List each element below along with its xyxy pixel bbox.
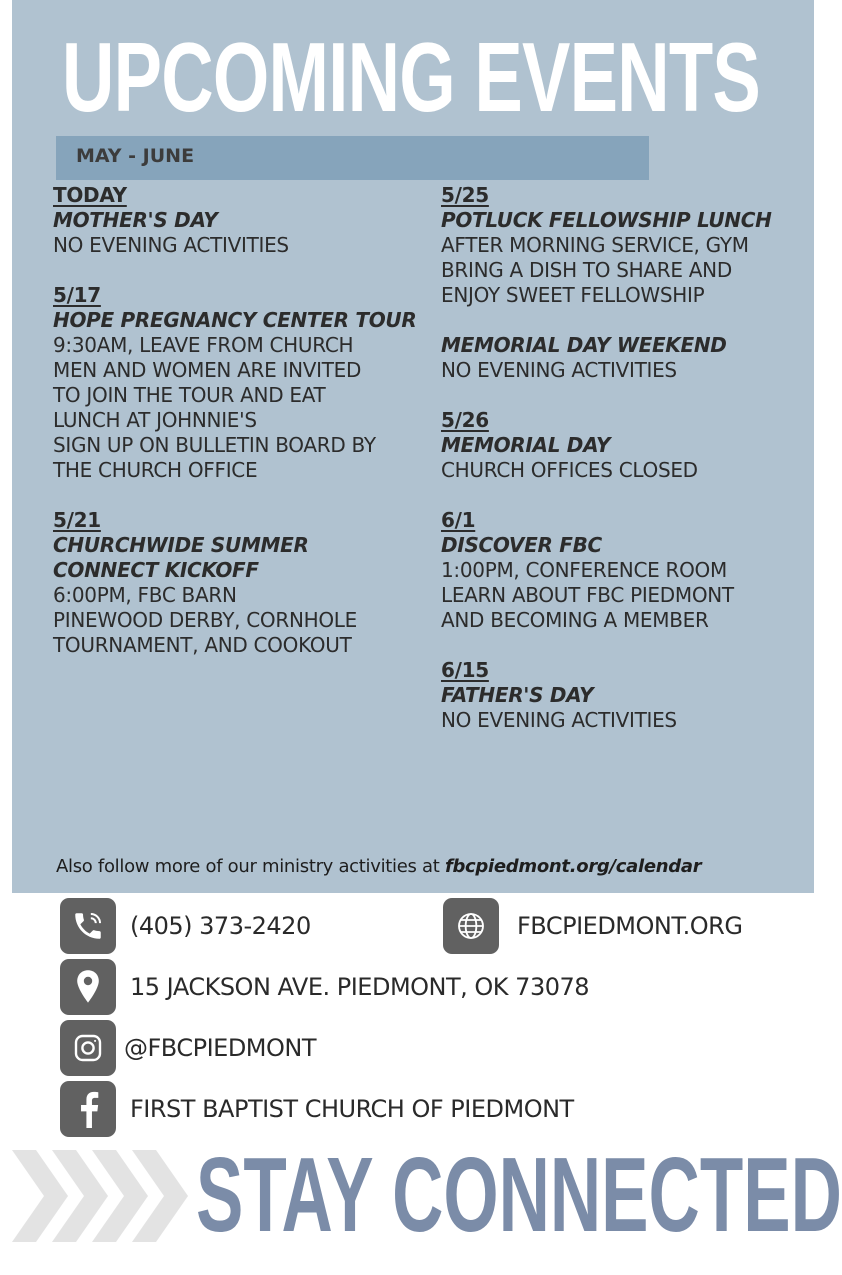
event-name: DISCOVER FBC	[441, 533, 602, 557]
contact-facebook	[60, 1081, 574, 1137]
event-detail: MEN AND WOMEN ARE INVITED	[53, 358, 362, 382]
phone-number[interactable]: (405) 373-2420	[130, 912, 311, 940]
date-range-label: MAY - JUNE	[76, 145, 195, 167]
event-detail: 6:00PM, FBC BARN	[53, 583, 237, 607]
calendar-link[interactable]: fbcpiedmont.org/calendar	[444, 856, 702, 877]
events-column-left	[53, 183, 433, 683]
event-date: 6/15	[441, 658, 489, 682]
event-detail: PINEWOOD DERBY, CORNHOLE	[53, 608, 357, 632]
event-detail: AND BECOMING A MEMBER	[441, 608, 709, 632]
event-date: 5/26	[441, 408, 489, 432]
event-detail: LUNCH AT JOHNNIE'S	[53, 408, 257, 432]
event-detail: CHURCH OFFICES CLOSED	[441, 458, 698, 482]
event-item	[53, 283, 433, 483]
event-detail: ENJOY SWEET FELLOWSHIP	[441, 283, 705, 307]
stay-connected-tagline: STAY CONNECTED	[196, 1136, 842, 1254]
event-date: TODAY	[53, 183, 127, 207]
phone-icon	[60, 898, 116, 954]
event-date: 5/25	[441, 183, 489, 207]
globe-icon	[443, 898, 499, 954]
event-detail: TOURNAMENT, AND COOKOUT	[53, 633, 352, 657]
event-detail: AFTER MORNING SERVICE, GYM	[441, 233, 749, 257]
event-detail: LEARN ABOUT FBC PIEDMONT	[441, 583, 734, 607]
event-name: POTLUCK FELLOWSHIP LUNCH	[441, 208, 772, 232]
event-date: 5/17	[53, 283, 101, 307]
instagram-icon	[60, 1020, 116, 1076]
event-item	[53, 183, 433, 258]
event-name: MOTHER'S DAY	[53, 208, 218, 232]
follow-note	[56, 856, 701, 877]
event-detail: NO EVENING ACTIVITIES	[53, 233, 289, 257]
event-detail: SIGN UP ON BULLETIN BOARD BY	[53, 433, 376, 457]
contact-phone	[60, 898, 311, 954]
event-detail: NO EVENING ACTIVITIES	[441, 708, 677, 732]
contact-instagram	[60, 1020, 316, 1076]
event-detail: THE CHURCH OFFICE	[53, 458, 258, 482]
facebook-icon	[60, 1081, 116, 1137]
event-detail: BRING A DISH TO SHARE AND	[441, 258, 732, 282]
event-date: 5/21	[53, 508, 101, 532]
contact-website	[443, 898, 742, 954]
event-name: MEMORIAL DAY WEEKEND	[441, 333, 727, 357]
event-name-line2: CONNECT KICKOFF	[53, 558, 259, 582]
event-name: HOPE PREGNANCY CENTER TOUR	[53, 308, 417, 332]
event-date: 6/1	[441, 508, 476, 532]
contact-address	[60, 959, 589, 1015]
event-item	[441, 183, 821, 308]
page-title: UPCOMING EVENTS	[62, 22, 761, 132]
instagram-handle[interactable]: @FBCPIEDMONT	[124, 1034, 317, 1062]
event-item	[53, 508, 433, 658]
location-pin-icon	[60, 959, 116, 1015]
event-item	[441, 333, 821, 383]
street-address: 15 JACKSON AVE. PIEDMONT, OK 73078	[130, 973, 590, 1001]
event-name: MEMORIAL DAY	[441, 433, 611, 457]
date-range-banner	[56, 136, 649, 180]
website-link[interactable]: FBCPIEDMONT.ORG	[517, 912, 743, 940]
event-item	[441, 408, 821, 483]
event-detail: TO JOIN THE TOUR AND EAT	[53, 383, 326, 407]
event-detail: 9:30AM, LEAVE FROM CHURCH	[53, 333, 354, 357]
event-detail: 1:00PM, CONFERENCE ROOM	[441, 558, 727, 582]
facebook-page-name[interactable]: FIRST BAPTIST CHURCH OF PIEDMONT	[130, 1095, 574, 1123]
event-name: CHURCHWIDE SUMMER	[53, 533, 309, 557]
event-item	[441, 508, 821, 633]
event-item	[441, 658, 821, 733]
event-name: FATHER'S DAY	[441, 683, 594, 707]
chevron-arrows-decoration	[12, 1150, 192, 1246]
event-detail: NO EVENING ACTIVITIES	[441, 358, 677, 382]
follow-text: Also follow more of our ministry activities at	[56, 856, 445, 877]
events-column-right	[441, 183, 821, 758]
